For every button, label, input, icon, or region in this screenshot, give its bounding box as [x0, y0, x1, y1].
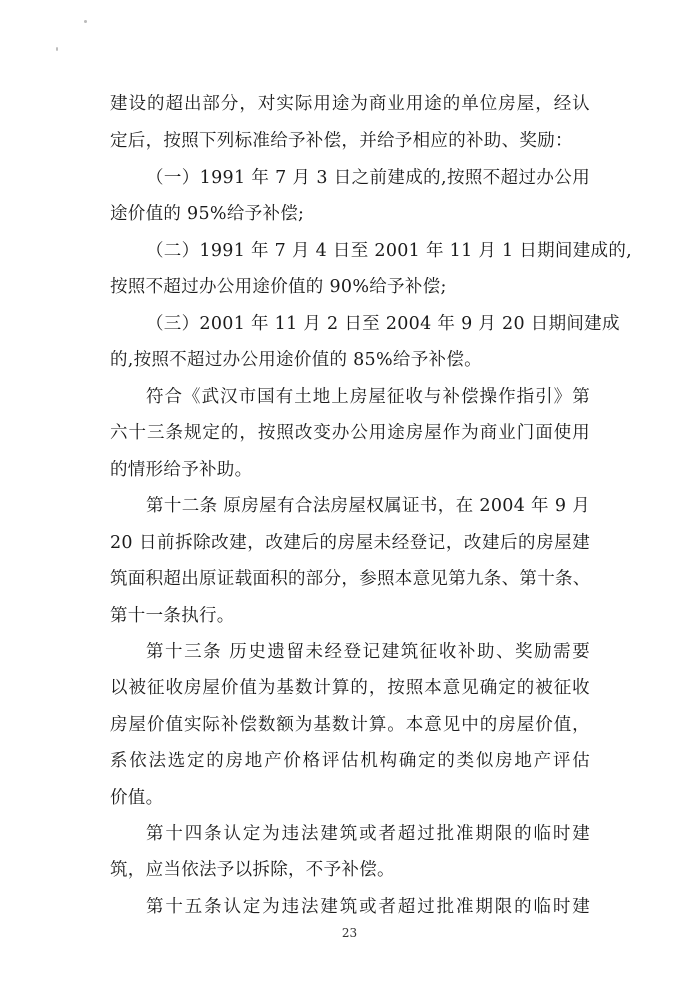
text-line: 第十三条 历史遗留未经登记建筑征收补助、奖励需要: [146, 642, 590, 662]
text-line: 定后，按照下列标准给予补偿，并给予相应的补助、奖励：: [110, 131, 573, 151]
text-line: 第十一条执行。: [110, 606, 235, 626]
text-line: （一）1991 年 7 月 3 日之前建成的,按照不超过办公用: [146, 168, 590, 188]
text-line: 的情形给予补助。: [110, 460, 253, 480]
text-line: 筑面积超出原证载面积的部分，参照本意见第九条、第十条、: [110, 569, 591, 589]
text-line: （三）2001 年 11 月 2 日至 2004 年 9 月 20 日期间建成: [146, 314, 620, 334]
text-line: 20 日前拆除改建，改建后的房屋未经登记，改建后的房屋建: [110, 533, 590, 553]
text-line: 房屋价值实际补偿数额为基数计算。本意见中的房屋价值，: [110, 715, 590, 735]
text-line: 按照不超过办公用途价值的 90%给予补偿;: [110, 277, 447, 297]
text-line: 第十四条认定为违法建筑或者超过批准期限的临时建: [146, 824, 590, 844]
scan-speck: [56, 47, 58, 51]
text-line: 六十三条规定的，按照改变办公用途房屋作为商业门面使用: [110, 423, 590, 443]
text-line: 第十二条 原房屋有合法房屋权属证书，在 2004 年 9 月: [146, 496, 590, 516]
text-line: 的,按照不超过办公用途价值的 85%给予补偿。: [110, 350, 482, 370]
text-line: 价值。: [110, 788, 164, 808]
text-line: 筑，应当依法予以拆除，不予补偿。: [110, 860, 395, 880]
text-line: 以被征收房屋价值为基数计算的，按照本意见确定的被征收: [110, 678, 590, 698]
page-number: 23: [341, 926, 358, 940]
text-line: 符合《武汉市国有土地上房屋征收与补偿操作指引》第: [146, 387, 590, 407]
text-line: （二）1991 年 7 月 4 日至 2001 年 11 月 1 日期间建成的,: [146, 241, 632, 261]
scan-speck: [84, 20, 87, 23]
text-line: 建设的超出部分，对实际用途为商业用途的单位房屋，经认: [110, 94, 590, 114]
text-line: 第十五条认定为违法建筑或者超过批准期限的临时建: [146, 897, 590, 917]
text-line: 系依法选定的房地产价格评估机构确定的类似房地产评估: [110, 751, 590, 771]
text-line: 途价值的 95%给予补偿;: [110, 204, 305, 224]
